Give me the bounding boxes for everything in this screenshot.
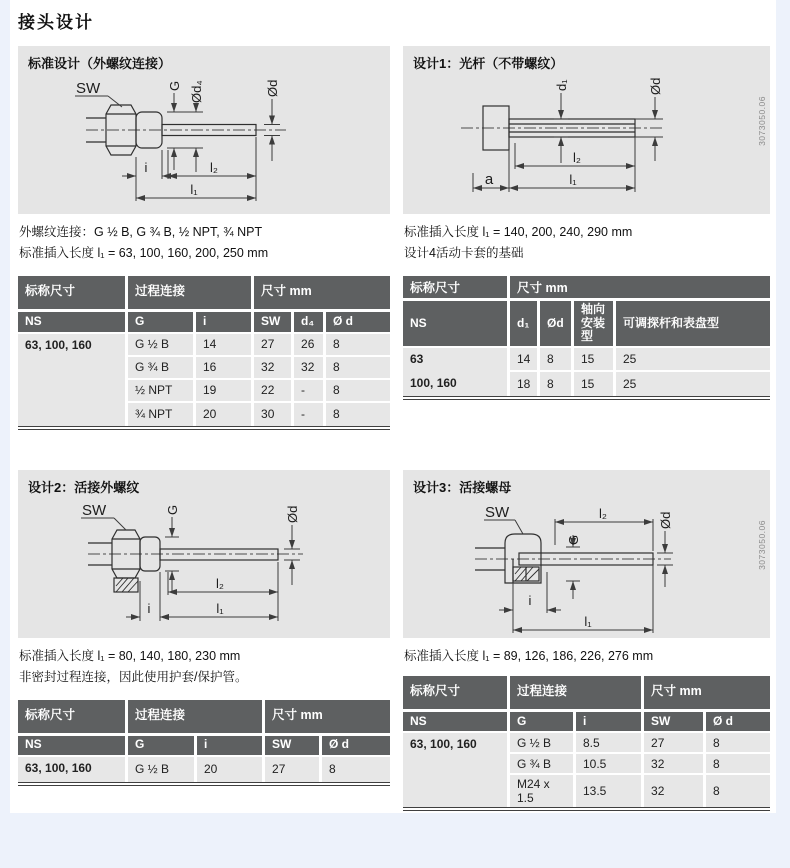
cell: - bbox=[294, 380, 326, 403]
dim-label-l1: l₁ bbox=[569, 172, 577, 187]
cell: 10.5 bbox=[576, 754, 644, 775]
dim-label-sw: SW bbox=[82, 502, 107, 519]
dim-label-d4: Ød₄ bbox=[189, 80, 204, 103]
cell-ns: 100, 160 bbox=[403, 372, 510, 396]
col-group-header: 标称尺寸 bbox=[403, 676, 510, 712]
cell-ns: 63 bbox=[403, 348, 510, 372]
cell: G ½ B bbox=[128, 757, 197, 782]
dim-label-d: Ød bbox=[265, 79, 280, 97]
dim-label-sw: SW bbox=[485, 504, 510, 521]
dim-label-l2: l₂ bbox=[216, 576, 224, 591]
technical-drawing-design2 bbox=[18, 497, 390, 638]
cell: 30 bbox=[254, 403, 294, 426]
technical-drawing-design1 bbox=[403, 73, 770, 214]
dim-label-i: i bbox=[147, 601, 151, 616]
cell: 20 bbox=[196, 403, 254, 426]
technical-drawing-standard bbox=[18, 73, 390, 214]
cell: 27 bbox=[254, 334, 294, 357]
note-line: 标准插入长度 l₁ = 80, 140, 180, 230 mm bbox=[19, 649, 241, 663]
col-group-header: 过程连接 bbox=[510, 676, 644, 712]
col-header: G bbox=[510, 712, 576, 733]
col-header: d₄ bbox=[294, 312, 326, 334]
col-header: SW bbox=[254, 312, 294, 334]
cell: 8.5 bbox=[576, 733, 644, 754]
dim-label-l2: l₂ bbox=[210, 160, 218, 175]
dim-label-l1: l₁ bbox=[584, 614, 592, 629]
cell: 14 bbox=[510, 348, 540, 372]
note-line: 外螺纹连接：G ½ B, G ¾ B, ½ NPT, ¾ NPT bbox=[19, 225, 263, 239]
cell: 15 bbox=[574, 372, 616, 396]
col-header: i bbox=[196, 312, 254, 334]
cell: 26 bbox=[294, 334, 326, 357]
spec-table-design1 bbox=[403, 276, 770, 400]
col-header: SW bbox=[644, 712, 706, 733]
dim-label-g: G bbox=[566, 534, 581, 545]
cell: 8 bbox=[706, 733, 770, 754]
spec-table-standard bbox=[18, 276, 390, 430]
col-group-header: 标称尺寸 bbox=[18, 700, 128, 736]
note-line: 标准插入长度 l₁ = 63, 100, 160, 200, 250 mm bbox=[19, 246, 269, 261]
dim-label-l1: l₁ bbox=[190, 182, 198, 197]
cell: 8 bbox=[322, 757, 390, 782]
cell: 25 bbox=[616, 348, 770, 372]
cell: 27 bbox=[644, 733, 706, 754]
panel-title: 设计2：活接外螺纹 bbox=[28, 480, 140, 495]
drawing-panel bbox=[403, 46, 770, 214]
panel-title: 设计3：活接螺母 bbox=[413, 480, 512, 495]
note-line: 标准插入长度 l₁ = 140, 200, 240, 290 mm bbox=[404, 225, 633, 239]
dim-label-i: i bbox=[144, 160, 148, 175]
cell: 27 bbox=[265, 757, 322, 782]
cell-ns: 63, 100, 160 bbox=[403, 733, 510, 807]
col-group-header: 过程连接 bbox=[128, 700, 265, 736]
dim-label-i: i bbox=[528, 593, 532, 608]
spec-table-design3 bbox=[403, 676, 770, 811]
document-number: 3073050.06 bbox=[757, 520, 767, 570]
cell: ½ NPT bbox=[128, 380, 196, 403]
cell: 32 bbox=[644, 754, 706, 775]
drawing-panel bbox=[403, 470, 770, 638]
col-header: i bbox=[576, 712, 644, 733]
col-header: Ø d bbox=[706, 712, 770, 733]
cell: 14 bbox=[196, 334, 254, 357]
note-line: 标准插入长度 l₁ = 89, 126, 186, 226, 276 mm bbox=[404, 649, 654, 663]
cell: 22 bbox=[254, 380, 294, 403]
cell-ns: 63, 100, 160 bbox=[18, 757, 128, 782]
cell: G ½ B bbox=[510, 733, 576, 754]
col-group-header: 过程连接 bbox=[128, 276, 254, 312]
dim-label-a: a bbox=[484, 171, 494, 188]
dim-label-d1: d₁ bbox=[554, 79, 569, 91]
cell: 19 bbox=[196, 380, 254, 403]
cell: 8 bbox=[706, 754, 770, 775]
col-group-header: 尺寸 mm bbox=[644, 676, 770, 712]
dim-label-l2: l₂ bbox=[599, 506, 607, 521]
cell: 8 bbox=[706, 775, 770, 807]
table-row bbox=[18, 334, 390, 357]
col-header: 轴向安装型 bbox=[574, 301, 616, 348]
cell: 20 bbox=[197, 757, 265, 782]
col-group-header: 尺寸 mm bbox=[265, 700, 390, 736]
col-header: G bbox=[128, 312, 196, 334]
cell: 8 bbox=[540, 348, 574, 372]
dim-label-sw: SW bbox=[76, 80, 101, 97]
panel-standard-design bbox=[18, 46, 390, 430]
col-header: NS bbox=[403, 712, 510, 733]
col-group-header: 尺寸 mm bbox=[510, 276, 770, 301]
drawing-panel bbox=[18, 46, 390, 214]
col-header: Ø d bbox=[326, 312, 390, 334]
cell: 8 bbox=[326, 334, 390, 357]
dim-label-d: Ød bbox=[648, 77, 663, 95]
cell: 8 bbox=[326, 380, 390, 403]
col-header: G bbox=[128, 736, 197, 757]
cell: 32 bbox=[254, 357, 294, 380]
cell: G ¾ B bbox=[510, 754, 576, 775]
col-header: NS bbox=[18, 736, 128, 757]
drawing-panel bbox=[18, 470, 390, 638]
cell: 25 bbox=[616, 372, 770, 396]
col-header: SW bbox=[265, 736, 322, 757]
col-header: NS bbox=[18, 312, 128, 334]
col-header: i bbox=[197, 736, 265, 757]
col-header: 可调探杆和表盘型 bbox=[616, 301, 770, 348]
page-title: 接头设计 bbox=[18, 13, 94, 32]
panel-title: 标准设计（外螺纹连接） bbox=[28, 56, 172, 71]
spec-table-design2 bbox=[18, 700, 390, 786]
table-row bbox=[403, 348, 770, 372]
note-line: 设计4活动卡套的基础 bbox=[404, 246, 524, 261]
cell: 8 bbox=[540, 372, 574, 396]
dim-label-d: Ød bbox=[658, 511, 673, 529]
technical-drawing-design3 bbox=[403, 497, 770, 638]
cell: 32 bbox=[644, 775, 706, 807]
document-number: 3073050.06 bbox=[757, 96, 767, 146]
cell: 32 bbox=[294, 357, 326, 380]
cell: - bbox=[294, 403, 326, 426]
cell: 15 bbox=[574, 348, 616, 372]
col-header: Ød bbox=[540, 301, 574, 348]
col-group-header: 标称尺寸 bbox=[18, 276, 128, 312]
panel-design-1 bbox=[403, 46, 770, 400]
col-header: Ø d bbox=[322, 736, 390, 757]
col-group-header: 尺寸 mm bbox=[254, 276, 390, 312]
cell: 8 bbox=[326, 403, 390, 426]
dim-label-d: Ød bbox=[285, 505, 300, 523]
cell: G ½ B bbox=[128, 334, 196, 357]
note-line: 非密封过程连接，因此使用护套/保护管。 bbox=[19, 670, 248, 685]
cell: 13.5 bbox=[576, 775, 644, 807]
cell: G ¾ B bbox=[128, 357, 196, 380]
col-header: d₁ bbox=[510, 301, 540, 348]
cell-ns: 63, 100, 160 bbox=[18, 334, 128, 426]
col-header: NS bbox=[403, 301, 510, 348]
dim-label-l1: l₁ bbox=[216, 601, 224, 616]
dim-label-g: G bbox=[167, 80, 182, 91]
table-row bbox=[18, 757, 390, 782]
panel-design-2 bbox=[18, 470, 390, 786]
cell: M24 x 1.5 bbox=[510, 775, 576, 807]
dim-label-g: G bbox=[165, 504, 180, 515]
table-row bbox=[403, 372, 770, 396]
cell: 8 bbox=[326, 357, 390, 380]
cell: 16 bbox=[196, 357, 254, 380]
panel-title: 设计1：光杆（不带螺纹） bbox=[413, 56, 564, 71]
cell: ¾ NPT bbox=[128, 403, 196, 426]
dim-label-l2: l₂ bbox=[573, 150, 581, 165]
col-group-header: 标称尺寸 bbox=[403, 276, 510, 301]
table-row bbox=[403, 733, 770, 754]
cell: 18 bbox=[510, 372, 540, 396]
panel-design-3 bbox=[403, 470, 770, 811]
